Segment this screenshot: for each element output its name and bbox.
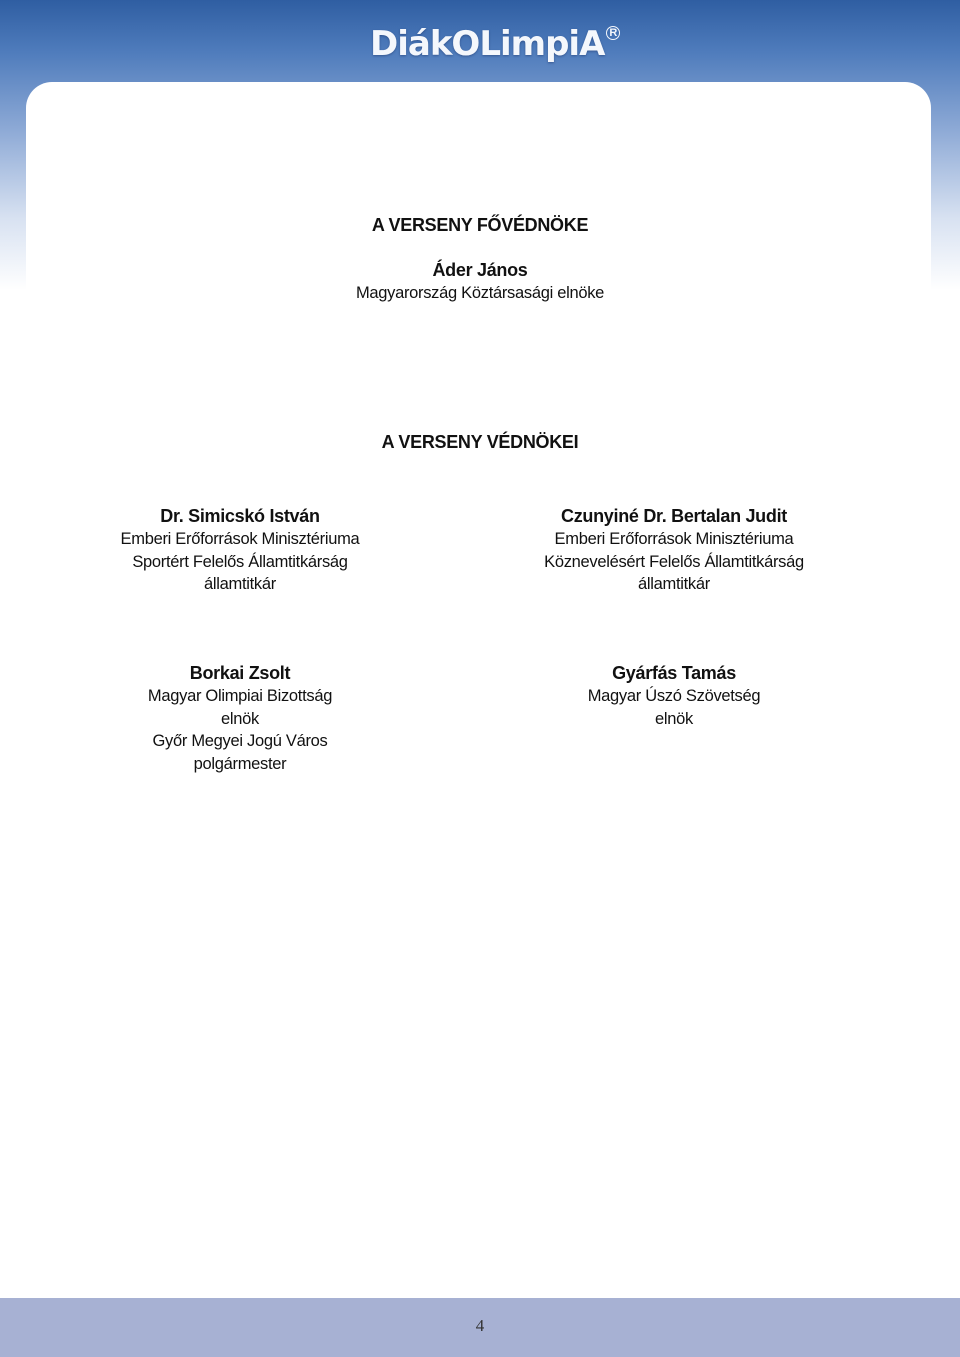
patron-name: Gyárfás Tamás (612, 663, 736, 683)
patron-line: Sportért Felelős Államtitkárság (132, 552, 348, 571)
patron-line: Emberi Erőforrások Minisztériuma (120, 530, 360, 548)
patron-card (454, 662, 894, 730)
main-patron-title: Magyarország Köztársasági elnöke (355, 284, 605, 302)
patrons-heading: A VERSENY VÉDNÖKEI (381, 432, 579, 452)
patrons-section (0, 432, 960, 453)
main-patron-name: Áder János (432, 260, 528, 280)
registered-mark-icon: R (606, 26, 620, 40)
patron-line: Magyar Úszó Szövetség (587, 687, 761, 705)
main-patron-section (0, 215, 960, 236)
diakolimpia-logo (370, 22, 620, 68)
patron-line: államtitkár (204, 575, 276, 593)
patron-line: Emberi Erőforrások Minisztériuma (554, 530, 794, 548)
logo-text: DiákOLimpiA (370, 24, 605, 64)
patron-name: Borkai Zsolt (189, 663, 291, 683)
patron-name: Czunyiné Dr. Bertalan Judit (561, 506, 787, 526)
patron-card (20, 662, 460, 775)
patron-card (20, 505, 460, 596)
patron-line: államtitkár (638, 575, 710, 593)
patron-name: Dr. Simicskó István (160, 506, 320, 526)
page-number: 4 (475, 1316, 485, 1335)
patron-line: polgármester (193, 754, 287, 773)
main-patron-block (0, 259, 960, 305)
patron-line: elnök (655, 709, 693, 728)
patron-card (454, 505, 894, 596)
patron-line: Köznevelésért Felelős Államtitkárság (544, 552, 804, 571)
patron-line: elnök (221, 709, 259, 728)
patron-line: Magyar Olimpiai Bizottság (147, 687, 333, 705)
main-patron-heading: A VERSENY FŐVÉDNÖKE (371, 215, 589, 235)
patron-line: Győr Megyei Jogú Város (152, 732, 328, 750)
